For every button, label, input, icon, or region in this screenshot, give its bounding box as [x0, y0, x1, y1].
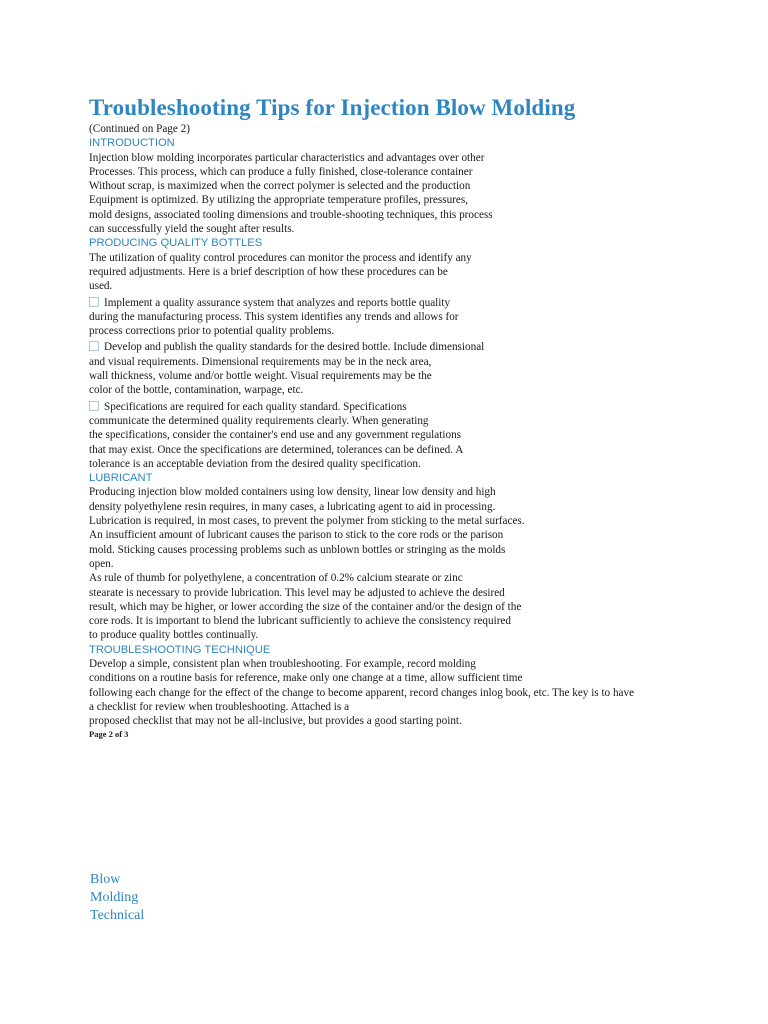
- text-line: the specifications, consider the container's end use and any government regulations: [89, 429, 462, 442]
- text-line: result, which may be higher, or lower according the size of the container and/or the design of the: [89, 600, 522, 613]
- text-line: to produce quality bottles continually.: [89, 629, 259, 642]
- text-line: Producing injection blow molded containers using low density, linear low density and high: [89, 486, 496, 499]
- bullet-item: [89, 296, 749, 339]
- footer-tag[interactable]: Molding: [90, 890, 139, 905]
- text-line: color of the bottle, contamination, warpage, etc.: [89, 384, 304, 397]
- text-line: density polyethylene resin requires, in many cases, a lubricating agent to aid in processing.: [89, 500, 496, 513]
- page-number: Page 2 of 3: [89, 729, 129, 740]
- quality-body: [89, 251, 749, 294]
- footer-tag[interactable]: Blow: [90, 872, 121, 887]
- text-line: Processes. This process, which can produce a fully finished, close-tolerance container: [89, 165, 473, 178]
- text-line: core rods. It is important to blend the lubricant sufficiently to achieve the consistency required: [89, 615, 511, 628]
- text-line: wall thickness, volume and/or bottle weight. Visual requirements may be the: [89, 370, 432, 383]
- text-line: Lubrication is required, in most cases, to prevent the polymer from sticking to the metal surfaces.: [89, 515, 525, 528]
- bullet-item: [89, 400, 749, 471]
- text-line: As rule of thumb for polyethylene, a concentration of 0.2% calcium stearate or zinc: [89, 572, 463, 585]
- text-line: An insufficient amount of lubricant causes the parison to stick to the core rods or the parison: [89, 529, 504, 542]
- footer-tags: [90, 871, 144, 925]
- text-line: stearate is necessary to provide lubrication. This level may be adjusted to achieve the desired: [89, 586, 505, 599]
- text-line: proposed checklist that may not be all-inclusive, but provides a good starting point.: [89, 715, 462, 728]
- text-line: Develop a simple, consistent plan when troubleshooting. For example, record molding: [89, 657, 476, 670]
- section-heading-lubricant: LUBRICANT: [89, 472, 153, 485]
- section-heading-technique: TROUBLESHOOTING TECHNIQUE: [89, 643, 271, 656]
- checkbox-bullet-icon: [89, 297, 99, 307]
- checkbox-bullet-icon: [89, 401, 99, 411]
- text-line: and visual requirements. Dimensional requirements may be in the neck area,: [89, 355, 432, 368]
- document-page: [89, 94, 749, 740]
- lubricant-body: [89, 485, 749, 642]
- text-line: following each change for the effect of the change to become apparent, record changes inlog book, etc. The key is to have: [89, 686, 635, 699]
- text-line: process corrections prior to potential quality problems.: [89, 325, 335, 338]
- introduction-body: [89, 151, 749, 237]
- text-line: Injection blow molding incorporates particular characteristics and advantages over other: [89, 151, 485, 164]
- text-line: required adjustments. Here is a brief description of how these procedures can be: [89, 265, 448, 278]
- text-line: mold designs, associated tooling dimensions and trouble-shooting techniques, this process: [89, 208, 493, 221]
- text-line: tolerance is an acceptable deviation from the desired quality specification.: [89, 457, 421, 470]
- text-line: The utilization of quality control procedures can monitor the process and identify any: [89, 251, 472, 264]
- text-line: Equipment is optimized. By utilizing the appropriate temperature profiles, pressures,: [89, 194, 469, 207]
- text-line: open.: [89, 557, 114, 570]
- bullet-item: [89, 340, 749, 397]
- text-line: a checklist for review when troubleshooting. Attached is a: [89, 700, 350, 713]
- section-heading-introduction: INTRODUCTION: [89, 137, 175, 150]
- section-heading-quality: PRODUCING QUALITY BOTTLES: [89, 237, 263, 250]
- technique-body: [89, 657, 749, 728]
- document-title: Troubleshooting Tips for Injection Blow Molding: [89, 95, 576, 120]
- bullet-text: Develop and publish the quality standards for the desired bottle. Include dimensional: [104, 341, 485, 354]
- bullet-text: Specifications are required for each quality standard. Specifications: [104, 400, 407, 413]
- bullet-text: Implement a quality assurance system that analyzes and reports bottle quality: [104, 296, 451, 309]
- text-line: that may exist. Once the specifications are determined, tolerances can be defined. A: [89, 443, 464, 456]
- footer-tag[interactable]: Technical: [90, 908, 145, 923]
- text-line: during the manufacturing process. This system identifies any trends and allows for: [89, 310, 459, 323]
- text-line: mold. Sticking causes processing problems such as unblown bottles or stringing as the molds: [89, 543, 506, 556]
- continued-note: (Continued on Page 2): [89, 123, 190, 135]
- text-line: conditions on a routine basis for reference, make only one change at a time, allow sufficient time: [89, 672, 523, 685]
- text-line: used.: [89, 280, 113, 293]
- checkbox-bullet-icon: [89, 341, 99, 351]
- text-line: can successfully yield the sought after results.: [89, 223, 295, 236]
- text-line: communicate the determined quality requirements clearly. When generating: [89, 414, 429, 427]
- text-line: Without scrap, is maximized when the correct polymer is selected and the production: [89, 180, 471, 193]
